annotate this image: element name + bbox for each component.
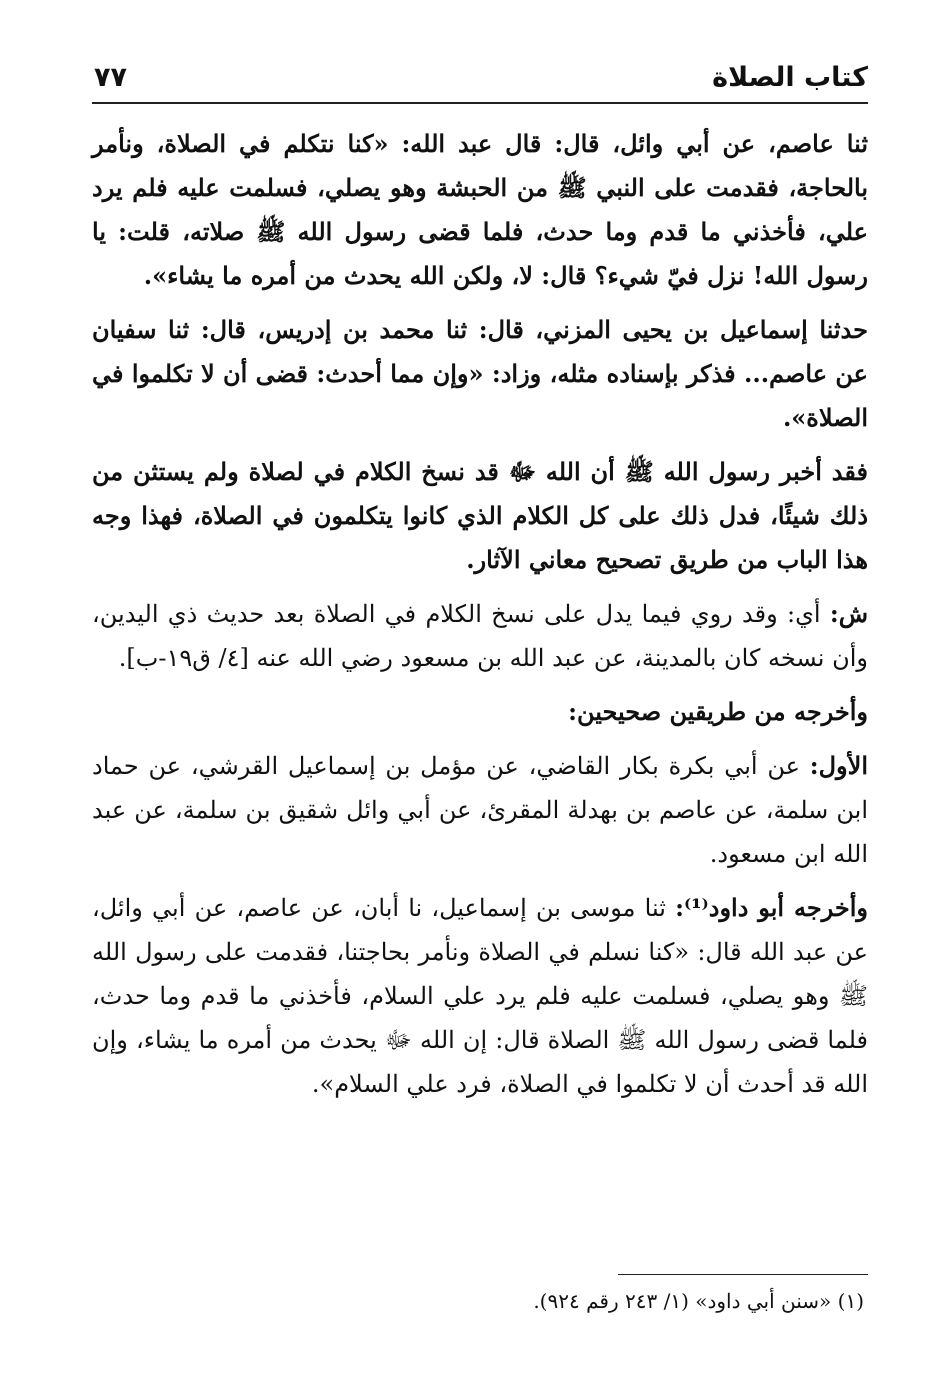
paragraph-abu-dawud: وأخرجه أبو داود⁽¹⁾: ثنا موسى بن إسماعيل، نا أبان، عن عاصم، عن أبي وائل، عن عبد الله قال: «كنا نسلم في الصلاة ونأمر بحاجتنا، فقدمت على رسول الله ﷺ وهو يصلي، فسلمت عليه فلم يرد علي السلام، فأخذني ما قدم وما حدث، فلما قضى رسول الله ﷺ الصلاة قال: إن الله ﷻ يحدث من أمره ما يشاء، وإن الله قد أحدث أن لا تكلموا في الصلاة، فرد علي السلام». <box>92 893 868 1098</box>
paragraph-hadith-text: ثنا عاصم، عن أبي وائل، قال: قال عبد الله: «كنا نتكلم في الصلاة، ونأمر بالحاجة، فقدمت على النبي ﷺ من الحبشة وهو يصلي، فسلمت عليه فلم يرد علي، فأخذني ما قدم وما حدث، فلما قضى رسول الله ﷺ صلاته، قلت: يا رسول الله! نزل فيّ شيء؟ قال: لا، ولكن الله يحدث من أمره ما يشاء». <box>92 129 868 290</box>
paragraph-first-path: الأول: عن أبي بكرة بكار القاضي، عن مؤمل بن إسماعيل القرشي، عن حماد ابن سلمة، عن عاصم بن بهدلة المقرئ، عن أبي وائل شقيق بن سلمة، عن عبد الله ابن مسعود. <box>92 751 868 868</box>
paragraph-second-chain: حدثنا إسماعيل بن يحيى المزني، قال: ثنا محمد بن إدريس، قال: ثنا سفيان عن عاصم... فذكر بإسناده مثله، وزاد: «وإن مما أحدث: قضى أن لا تكلموا في الصلاة». <box>91 315 868 432</box>
footnote-divider <box>618 1274 868 1275</box>
page-number: ٧٧ <box>94 62 127 93</box>
book-page <box>92 58 868 1348</box>
paragraph-conclusion: فقد أخبر رسول الله ﷺ أن الله ﷻ قد نسخ الكلام في لصلاة ولم يستثن من ذلك شيئًا، فدل ذلك على كل الكلام الذي كانوا يتكلمون في الصلاة، فهذا وجه هذا الباب من طريق تصحيح معاني الآثار. <box>92 457 868 574</box>
section-heading: وأخرجه من طريقين صحيحين: <box>568 697 868 726</box>
main-text <box>92 122 868 1106</box>
paragraph-commentary: ش: أي: وقد روي فيما يدل على نسخ الكلام في الصلاة بعد حديث ذي اليدين، وأن نسخه كان بالمدينة، عن عبد الله بن مسعود رضي الله عنه [٤/ ق١٩-ب]. <box>92 599 868 672</box>
footnote: (١) «سنن أبي داود» (١/ ٢٤٣ رقم ٩٢٤). <box>533 1289 864 1313</box>
running-header <box>92 58 868 104</box>
chapter-title: كتاب الصلاة <box>712 62 868 93</box>
